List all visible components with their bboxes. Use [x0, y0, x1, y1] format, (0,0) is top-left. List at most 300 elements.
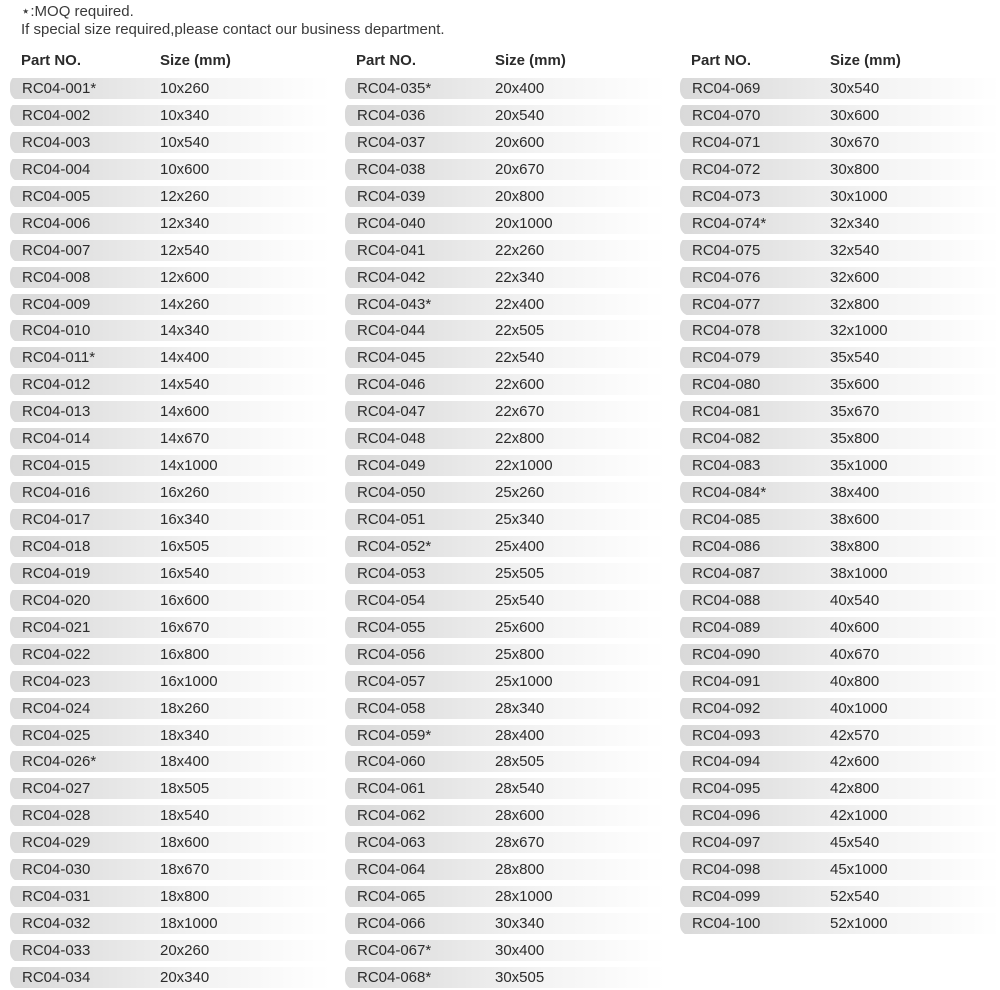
size-value: 25x600 [495, 618, 545, 636]
table-row [10, 316, 330, 343]
size-value: 35x670 [830, 403, 880, 421]
part-number: RC04-055 [357, 618, 426, 636]
part-number: RC04-012 [22, 376, 91, 394]
table-row [680, 451, 1000, 478]
size-value: 52x1000 [830, 915, 888, 933]
size-value: 18x260 [160, 699, 210, 717]
size-value: 22x670 [495, 403, 545, 421]
size-value: 14x600 [160, 403, 210, 421]
size-value: 28x340 [495, 699, 545, 717]
part-number: RC04-042 [357, 268, 426, 286]
table-row [345, 936, 665, 963]
part-number: RC04-088 [692, 591, 761, 609]
size-value: 14x340 [160, 322, 210, 340]
size-value: 14x540 [160, 376, 210, 394]
table-row [680, 667, 1000, 694]
table-row [680, 370, 1000, 397]
part-number: RC04-069 [692, 80, 761, 97]
part-number: RC04-023 [22, 672, 91, 690]
part-number: RC04-032 [22, 915, 91, 933]
table-row [680, 505, 1000, 532]
size-value: 25x1000 [495, 672, 553, 690]
size-header: Size (mm) [830, 52, 901, 69]
table-row [345, 747, 665, 774]
table-row [10, 855, 330, 882]
table-row [345, 343, 665, 370]
table-row [345, 532, 665, 559]
size-value: 38x600 [830, 511, 880, 528]
table-row [680, 478, 1000, 505]
size-value: 35x600 [830, 376, 880, 394]
table-row [345, 882, 665, 909]
table-row [680, 236, 1000, 263]
table-row [680, 694, 1000, 721]
size-value: 20x260 [160, 942, 210, 959]
part-number: RC04-027 [22, 780, 91, 798]
part-number: RC04-080 [692, 376, 761, 394]
part-number: RC04-038 [357, 160, 426, 178]
size-value: 40x1000 [830, 699, 888, 717]
part-number: RC04-015 [22, 457, 91, 475]
table-row [10, 209, 330, 236]
size-value: 22x400 [495, 295, 545, 313]
table-row [680, 155, 1000, 182]
table-row [345, 478, 665, 505]
part-number: RC04-085 [692, 511, 761, 528]
parts-column-2 [345, 46, 665, 990]
table-row [345, 290, 665, 317]
table-row [680, 182, 1000, 209]
table-row [680, 397, 1000, 424]
table-row [345, 667, 665, 694]
size-value: 22x600 [495, 376, 545, 394]
table-row [10, 451, 330, 478]
table-row [345, 236, 665, 263]
part-number: RC04-044 [357, 322, 426, 340]
part-number: RC04-002 [22, 106, 91, 124]
part-number: RC04-097 [692, 834, 761, 852]
size-value: 32x540 [830, 241, 880, 259]
part-number: RC04-095 [692, 780, 761, 798]
table-row [680, 290, 1000, 317]
table-row [10, 505, 330, 532]
size-value: 42x1000 [830, 807, 888, 825]
table-row [345, 397, 665, 424]
part-number: RC04-075 [692, 241, 761, 259]
size-value: 28x670 [495, 834, 545, 852]
part-number: RC04-062 [357, 807, 426, 825]
table-row [10, 936, 330, 963]
size-value: 32x1000 [830, 322, 888, 340]
size-value: 12x340 [160, 214, 210, 232]
part-number: RC04-019 [22, 564, 91, 582]
size-value: 20x1000 [495, 214, 553, 232]
part-number: RC04-079 [692, 349, 761, 367]
size-value: 25x340 [495, 511, 545, 528]
size-value: 16x540 [160, 564, 210, 582]
size-header: Size (mm) [160, 52, 231, 69]
table-row [345, 613, 665, 640]
size-value: 28x505 [495, 753, 545, 771]
part-number: RC04-058 [357, 699, 426, 717]
table-row [10, 640, 330, 667]
part-number: RC04-036 [357, 106, 426, 124]
size-value: 16x670 [160, 618, 210, 636]
size-value: 18x400 [160, 753, 210, 771]
part-number: RC04-048 [357, 430, 426, 448]
part-number: RC04-026* [22, 753, 97, 771]
part-number: RC04-016 [22, 484, 91, 502]
part-number: RC04-094 [692, 753, 761, 771]
special-size-note: If special size required,please contact our business department. [21, 21, 445, 38]
part-number: RC04-064 [357, 861, 426, 879]
size-value: 18x670 [160, 861, 210, 879]
size-value: 38x400 [830, 484, 880, 502]
table-row [10, 128, 330, 155]
column-header [345, 46, 665, 74]
table-row [345, 559, 665, 586]
table-row [10, 882, 330, 909]
part-number: RC04-060 [357, 753, 426, 771]
size-value: 25x260 [495, 484, 545, 502]
part-number: RC04-083 [692, 457, 761, 475]
size-value: 32x800 [830, 295, 880, 313]
table-row [680, 909, 1000, 936]
size-value: 18x800 [160, 888, 210, 906]
part-number: RC04-099 [692, 888, 761, 906]
table-row [680, 424, 1000, 451]
table-row [10, 909, 330, 936]
size-value: 30x670 [830, 133, 880, 151]
part-number: RC04-034 [22, 968, 91, 986]
size-value: 16x600 [160, 591, 210, 609]
table-row [345, 694, 665, 721]
part-number: RC04-057 [357, 672, 426, 690]
size-value: 20x800 [495, 187, 545, 205]
size-value: 20x600 [495, 133, 545, 151]
part-number: RC04-046 [357, 376, 426, 394]
part-number: RC04-063 [357, 834, 426, 852]
part-number: RC04-041 [357, 241, 426, 259]
part-number: RC04-040 [357, 214, 426, 232]
part-number: RC04-010 [22, 322, 91, 340]
size-value: 14x1000 [160, 457, 218, 475]
part-number: RC04-076 [692, 268, 761, 286]
table-row [10, 532, 330, 559]
part-number: RC04-053 [357, 564, 426, 582]
part-number: RC04-065 [357, 888, 426, 906]
size-value: 28x540 [495, 780, 545, 798]
table-row [680, 586, 1000, 613]
part-number: RC04-073 [692, 187, 761, 205]
part-number: RC04-001* [22, 80, 97, 97]
size-value: 30x400 [495, 942, 545, 959]
size-value: 22x505 [495, 322, 545, 340]
size-value: 16x260 [160, 484, 210, 502]
part-number: RC04-089 [692, 618, 761, 636]
size-value: 25x505 [495, 564, 545, 582]
size-value: 42x600 [830, 753, 880, 771]
part-number: RC04-100 [692, 915, 761, 933]
size-value: 22x540 [495, 349, 545, 367]
size-value: 22x1000 [495, 457, 553, 475]
notes [21, 3, 445, 39]
table-row [345, 263, 665, 290]
size-value: 28x1000 [495, 888, 553, 906]
part-number: RC04-043* [357, 295, 432, 313]
table-row [680, 613, 1000, 640]
size-value: 40x540 [830, 591, 880, 609]
parts-column-1 [10, 46, 330, 990]
size-value: 30x1000 [830, 187, 888, 205]
table-row [10, 263, 330, 290]
part-number: RC04-091 [692, 672, 761, 690]
size-value: 20x340 [160, 968, 210, 986]
size-value: 30x800 [830, 160, 880, 178]
part-number: RC04-018 [22, 537, 91, 555]
table-row [10, 74, 330, 101]
size-value: 12x600 [160, 268, 210, 286]
size-value: 40x670 [830, 645, 880, 663]
table-row [680, 828, 1000, 855]
table-row [345, 721, 665, 748]
size-value: 35x540 [830, 349, 880, 367]
size-value: 30x505 [495, 968, 545, 986]
part-number: RC04-009 [22, 295, 91, 313]
table-row [345, 586, 665, 613]
table-row [10, 424, 330, 451]
part-number: RC04-092 [692, 699, 761, 717]
rows [345, 74, 665, 990]
part-number: RC04-090 [692, 645, 761, 663]
part-number: RC04-084* [692, 484, 767, 502]
size-value: 10x540 [160, 133, 210, 151]
part-number: RC04-098 [692, 861, 761, 879]
table-row [10, 155, 330, 182]
table-row [345, 828, 665, 855]
size-value: 45x540 [830, 834, 880, 852]
table-row [345, 370, 665, 397]
size-value: 28x600 [495, 807, 545, 825]
size-value: 42x800 [830, 780, 880, 798]
table-row [680, 640, 1000, 667]
part-number: RC04-006 [22, 214, 91, 232]
part-number: RC04-077 [692, 295, 761, 313]
part-number: RC04-087 [692, 564, 761, 582]
table-row [10, 370, 330, 397]
table-row [680, 343, 1000, 370]
size-value: 18x340 [160, 726, 210, 744]
size-value: 35x1000 [830, 457, 888, 475]
table-row [345, 855, 665, 882]
size-value: 18x600 [160, 834, 210, 852]
table-row [680, 882, 1000, 909]
size-value: 45x1000 [830, 861, 888, 879]
table-row [345, 155, 665, 182]
size-value: 40x800 [830, 672, 880, 690]
size-value: 30x340 [495, 915, 545, 933]
table-row [680, 855, 1000, 882]
part-number: RC04-017 [22, 511, 91, 528]
size-value: 10x340 [160, 106, 210, 124]
size-value: 18x1000 [160, 915, 218, 933]
part-number: RC04-054 [357, 591, 426, 609]
rows [10, 74, 330, 990]
part-number: RC04-005 [22, 187, 91, 205]
table-row [345, 209, 665, 236]
table-row [10, 343, 330, 370]
part-number: RC04-082 [692, 430, 761, 448]
size-value: 25x400 [495, 537, 545, 555]
table-row [345, 774, 665, 801]
part-number: RC04-049 [357, 457, 426, 475]
table-row [345, 101, 665, 128]
table-row [10, 101, 330, 128]
size-value: 28x800 [495, 861, 545, 879]
part-number: RC04-037 [357, 133, 426, 151]
size-value: 14x400 [160, 349, 210, 367]
part-number: RC04-029 [22, 834, 91, 852]
part-number: RC04-071 [692, 133, 761, 151]
part-number: RC04-028 [22, 807, 91, 825]
table-row [345, 424, 665, 451]
size-value: 20x400 [495, 80, 545, 97]
size-value: 18x505 [160, 780, 210, 798]
table-row [345, 182, 665, 209]
size-value: 42x570 [830, 726, 880, 744]
size-value: 16x340 [160, 511, 210, 528]
table-row [345, 74, 665, 101]
table-row [345, 505, 665, 532]
part-number: RC04-025 [22, 726, 91, 744]
column-header [10, 46, 330, 74]
table-row [10, 559, 330, 586]
size-value: 22x340 [495, 268, 545, 286]
size-value: 35x800 [830, 430, 880, 448]
table-row [345, 640, 665, 667]
size-value: 20x540 [495, 106, 545, 124]
part-number: RC04-078 [692, 322, 761, 340]
table-row [680, 209, 1000, 236]
part-number: RC04-061 [357, 780, 426, 798]
table-row [10, 694, 330, 721]
size-value: 30x600 [830, 106, 880, 124]
size-value: 32x600 [830, 268, 880, 286]
table-row [680, 774, 1000, 801]
part-number: RC04-035* [357, 80, 432, 97]
parts-column-3 [680, 46, 1000, 936]
table-row [345, 451, 665, 478]
part-number: RC04-003 [22, 133, 91, 151]
table-row [345, 128, 665, 155]
part-number: RC04-052* [357, 537, 432, 555]
size-value: 38x800 [830, 537, 880, 555]
part-number: RC04-039 [357, 187, 426, 205]
part-number: RC04-024 [22, 699, 91, 717]
part-number: RC04-056 [357, 645, 426, 663]
table-row [680, 747, 1000, 774]
rows [680, 74, 1000, 936]
part-number: RC04-011* [22, 349, 96, 367]
table-row [345, 909, 665, 936]
table-row [10, 290, 330, 317]
table-row [10, 747, 330, 774]
part-number: RC04-030 [22, 861, 91, 879]
table-row [10, 721, 330, 748]
size-value: 22x800 [495, 430, 545, 448]
part-number: RC04-059* [357, 726, 432, 744]
part-number: RC04-086 [692, 537, 761, 555]
part-number: RC04-068* [357, 968, 432, 986]
table-row [680, 74, 1000, 101]
size-value: 22x260 [495, 241, 545, 259]
part-number: RC04-093 [692, 726, 761, 744]
table-row [680, 263, 1000, 290]
part-number: RC04-020 [22, 591, 91, 609]
part-number: RC04-067* [357, 942, 432, 959]
size-value: 10x600 [160, 160, 210, 178]
size-value: 14x260 [160, 295, 210, 313]
part-number: RC04-066 [357, 915, 426, 933]
table-row [10, 613, 330, 640]
size-header: Size (mm) [495, 52, 566, 69]
size-value: 10x260 [160, 80, 210, 97]
size-value: 12x540 [160, 241, 210, 259]
part-number: RC04-072 [692, 160, 761, 178]
table-row [10, 397, 330, 424]
size-value: 38x1000 [830, 564, 888, 582]
table-row [10, 236, 330, 263]
table-row [680, 532, 1000, 559]
table-row [10, 774, 330, 801]
size-value: 16x800 [160, 645, 210, 663]
part-number: RC04-047 [357, 403, 426, 421]
part-number: RC04-074* [692, 214, 767, 232]
size-value: 18x540 [160, 807, 210, 825]
part-number: RC04-031 [22, 888, 91, 906]
part-number: RC04-033 [22, 942, 91, 959]
table-row [680, 316, 1000, 343]
size-value: 40x600 [830, 618, 880, 636]
part-number: RC04-013 [22, 403, 91, 421]
table-row [345, 316, 665, 343]
moq-note: ⋆:MOQ required. [21, 3, 134, 20]
table-row [680, 801, 1000, 828]
table-row [680, 128, 1000, 155]
table-row [680, 721, 1000, 748]
size-value: 14x670 [160, 430, 210, 448]
part-number: RC04-096 [692, 807, 761, 825]
table-row [680, 559, 1000, 586]
part-number: RC04-014 [22, 430, 91, 448]
part-number: RC04-022 [22, 645, 91, 663]
size-value: 25x540 [495, 591, 545, 609]
table-row [345, 801, 665, 828]
part-no-header: Part NO. [691, 52, 752, 69]
part-number: RC04-004 [22, 160, 91, 178]
part-number: RC04-070 [692, 106, 761, 124]
table-row [10, 182, 330, 209]
size-value: 32x340 [830, 214, 880, 232]
part-number: RC04-007 [22, 241, 91, 259]
table-row [10, 478, 330, 505]
size-value: 12x260 [160, 187, 210, 205]
size-value: 52x540 [830, 888, 880, 906]
size-value: 30x540 [830, 80, 880, 97]
part-number: RC04-045 [357, 349, 426, 367]
size-value: 16x1000 [160, 672, 218, 690]
table-row [10, 801, 330, 828]
